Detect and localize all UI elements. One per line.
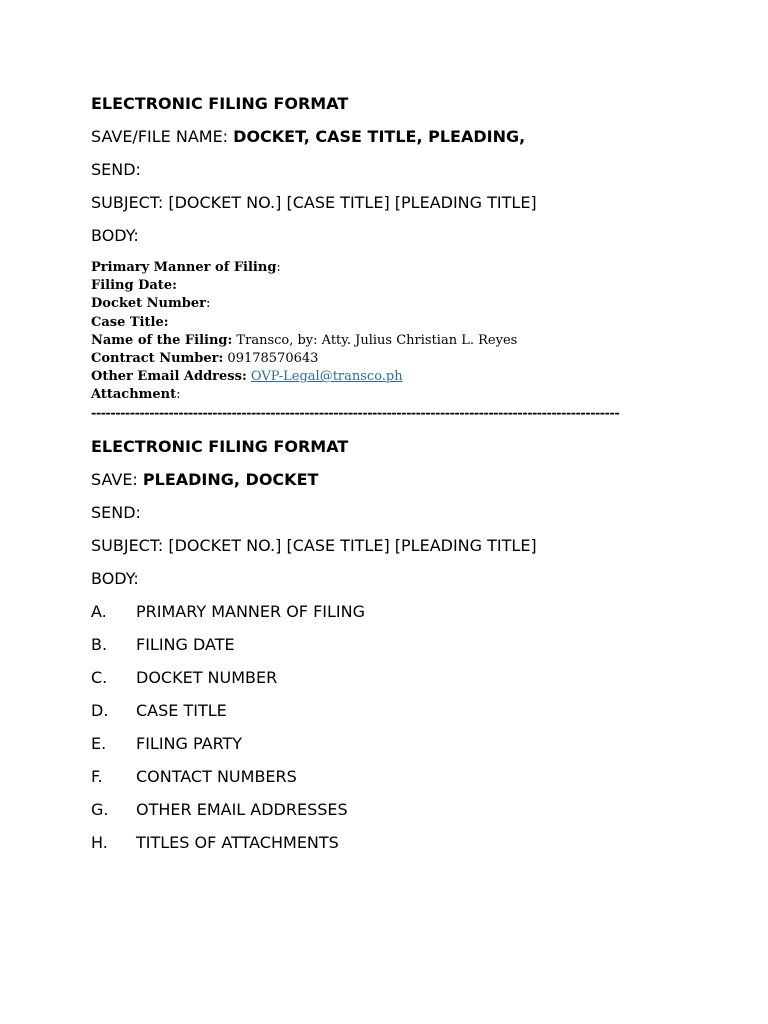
email-link[interactable]: OVP-Legal@transco.ph — [250, 369, 403, 385]
section1-save-line — [91, 127, 525, 147]
field-contract-number — [91, 350, 517, 368]
section-divider: ------------------------------------------------------------------------------------------------------------- — [91, 406, 620, 421]
section2-save-line — [91, 470, 318, 490]
field-docket-number — [91, 295, 517, 313]
section1-fields — [91, 259, 517, 405]
field-sep: : — [205, 296, 211, 312]
list-item: FILING DATE — [136, 635, 235, 654]
field-label: Docket Number — [91, 296, 206, 312]
field-label: Attachment — [91, 387, 177, 403]
list-letter: B. — [91, 635, 108, 654]
section2-heading: ELECTRONIC FILING FORMAT — [91, 437, 349, 456]
field-label: Contract Number: — [91, 350, 224, 366]
section1-save-value: DOCKET, CASE TITLE, PLEADING, — [233, 127, 526, 146]
field-label: Primary Manner of Filing — [91, 260, 277, 275]
section2-save-value: PLEADING, DOCKET — [142, 470, 319, 489]
list-letter: G. — [91, 800, 109, 819]
field-other-email — [91, 368, 517, 386]
list-letter: D. — [91, 701, 109, 720]
field-label: Case Title: — [91, 314, 169, 330]
list-letter: A. — [91, 602, 107, 621]
section2-save-label: SAVE: — [91, 470, 143, 489]
section1-body: BODY: — [91, 226, 139, 245]
list-item: CASE TITLE — [136, 701, 227, 720]
list-item: TITLES OF ATTACHMENTS — [136, 833, 339, 852]
list-letter: C. — [91, 668, 108, 687]
field-attachment — [91, 386, 517, 404]
section2-subject: SUBJECT: [DOCKET NO.] [CASE TITLE] [PLEADING TITLE] — [91, 536, 537, 555]
list-item: CONTACT NUMBERS — [136, 767, 297, 786]
section1-heading: ELECTRONIC FILING FORMAT — [91, 94, 349, 113]
field-label: Filing Date: — [91, 278, 177, 294]
field-label: Other Email Address: — [91, 369, 247, 385]
field-filing-date — [91, 277, 517, 295]
field-sep: : — [176, 387, 181, 403]
field-primary-manner — [91, 259, 517, 277]
list-item: OTHER EMAIL ADDRESSES — [136, 800, 348, 819]
list-item: PRIMARY MANNER OF FILING — [136, 602, 365, 621]
section1-save-label: SAVE/FILE NAME: — [91, 127, 234, 146]
field-name-of-filing — [91, 332, 517, 350]
list-item: DOCKET NUMBER — [136, 668, 278, 687]
list-letter: H. — [91, 833, 108, 852]
section2-body: BODY: — [91, 569, 139, 588]
field-label: Name of the Filing: — [91, 332, 233, 348]
section2-send: SEND: — [91, 503, 141, 522]
field-sep: : — [276, 260, 281, 275]
section1-subject: SUBJECT: [DOCKET NO.] [CASE TITLE] [PLEADING TITLE] — [91, 193, 537, 212]
section1-send: SEND: — [91, 160, 141, 179]
field-value: 09178570643 — [223, 350, 319, 366]
list-letter: E. — [91, 734, 107, 753]
field-case-title — [91, 314, 517, 332]
field-value: Transco, by: Atty. Julius Christian L. Reyes — [232, 332, 518, 348]
list-letter: F. — [91, 767, 103, 786]
list-item: FILING PARTY — [136, 734, 243, 753]
